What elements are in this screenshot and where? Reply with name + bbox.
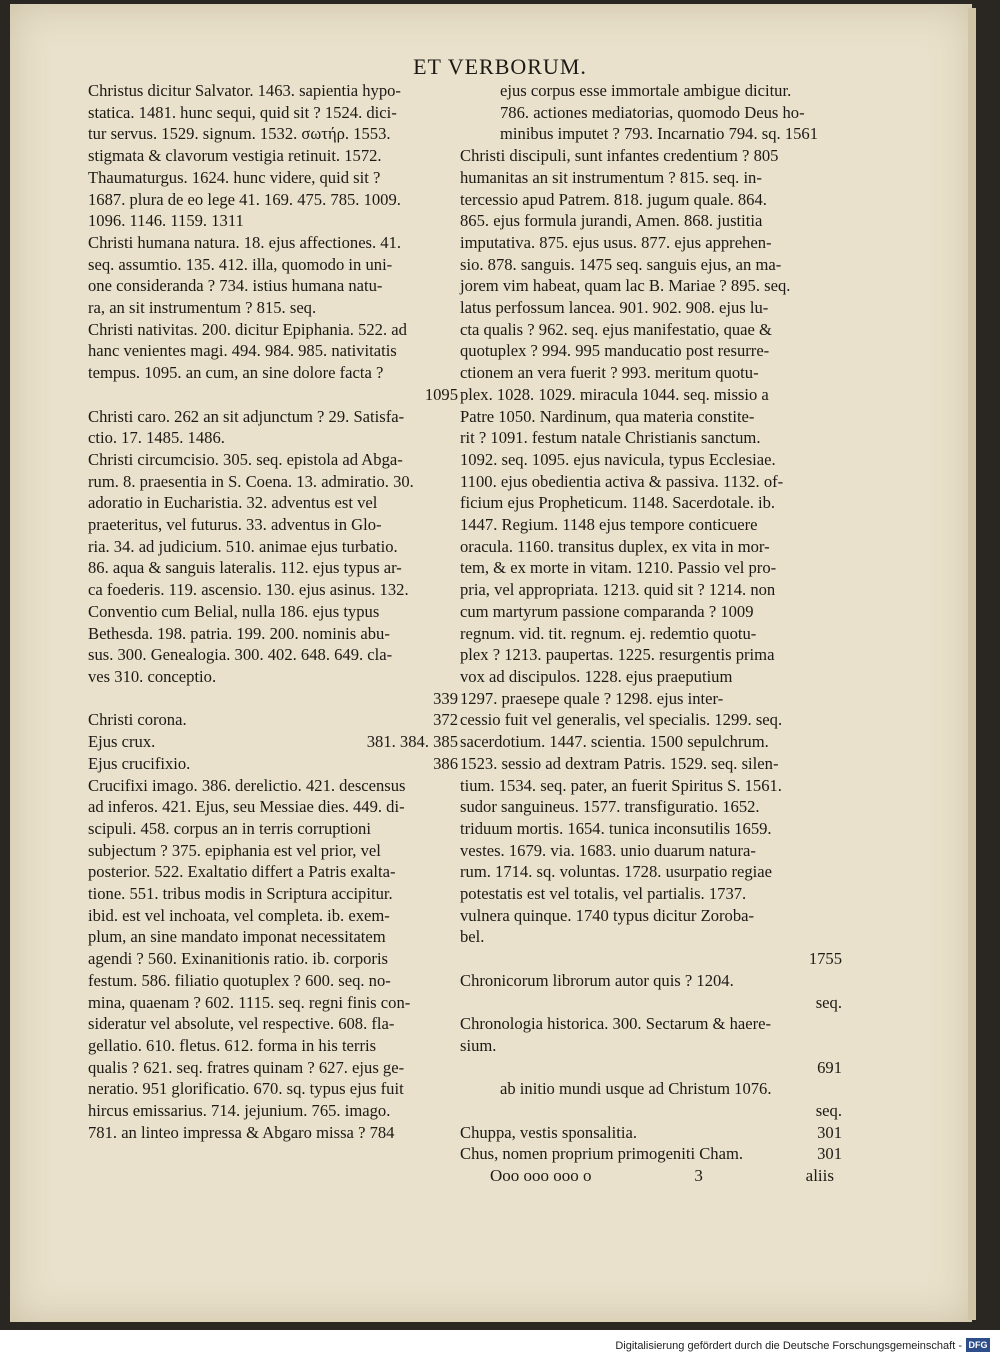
- entry-line: agendi ? 560. Exinanitionis ratio. ib. corporis: [88, 949, 389, 969]
- entry-page-ref: 1095: [424, 384, 458, 404]
- entry-line: sudor sanguineus. 1577. transfiguratio. 1652.: [460, 797, 760, 817]
- index-entry: [460, 1143, 842, 1165]
- entry-line: Conventio cum Belial, nulla 186. ejus typus: [88, 601, 380, 621]
- entry-line: ves 310. conceptio.: [88, 666, 217, 686]
- entry-line: sideratur vel absolute, vel respective. 608. fla-: [88, 1014, 395, 1034]
- entry-page-ref: seq.: [815, 992, 842, 1012]
- entry-page-ref: 381. 384. 385: [366, 732, 458, 752]
- entry-line: 1447. Regium. 1148 ejus tempore conticuere: [460, 515, 758, 535]
- entry-line: cessio fuit vel generalis, vel specialis. 1299. seq.: [460, 710, 783, 730]
- entry-page-ref: 339: [433, 688, 458, 708]
- signature-number: 3: [694, 1166, 703, 1185]
- index-entry-row: [88, 731, 458, 753]
- entry-line: hircus emissarius. 714. jejunium. 765. imago.: [88, 1101, 391, 1121]
- entry-line: triduum mortis. 1654. tunica inconsutilis 1659.: [460, 818, 772, 838]
- entry-line: praeteritus, vel futurus. 33. adventus in Glo-: [88, 515, 382, 535]
- entry-line: ctio. 17. 1485. 1486.: [88, 428, 225, 448]
- entry-line: Christus dicitur Salvator. 1463. sapientia hypo-: [88, 81, 401, 100]
- entry-line: tur servus. 1529. signum. 1532. σωτήρ. 1553.: [88, 124, 391, 144]
- footer-credit: Digitalisierung gefördert durch die Deutsche Forschungsgemeinschaft -: [615, 1340, 962, 1352]
- index-entry-row: [460, 1143, 842, 1165]
- entry-line: 1687. plura de eo lege 41. 169. 475. 785. 1009.: [88, 189, 401, 209]
- entry-line: rum. 8. praesentia in S. Coena. 13. admiratio. 30.: [88, 471, 414, 491]
- entry-line: mina, quaenam ? 602. 1115. seq. regni finis con-: [88, 992, 411, 1012]
- entry-line: Christi humana natura. 18. ejus affectiones. 41.: [88, 232, 402, 252]
- index-entry-row: [88, 709, 458, 731]
- index-entry: [88, 232, 458, 319]
- entry-line: regnum. vid. tit. regnum. ej. redemtio quotu-: [460, 623, 757, 643]
- entry-line: 1100. ejus obedientia activa & passiva. 1132. of-: [460, 471, 784, 491]
- entry-line: cum martyrum passione comparanda ? 1009: [460, 601, 754, 621]
- entry-line: Christi circumcisio. 305. seq. epistola ad Abga-: [88, 449, 403, 469]
- entry-line: sium.: [460, 1035, 497, 1055]
- page-edge: [968, 8, 976, 1320]
- entry-line: Patre 1050. Nardinum, qua materia constite-: [460, 406, 755, 426]
- entry-line: 865. ejus formula jurandi, Amen. 868. justitia: [460, 211, 763, 231]
- signature-mark: Ooo ooo ooo o: [490, 1166, 592, 1185]
- entry-line: pria, vel appropriata. 1213. quid sit ? 1214. non: [460, 580, 776, 600]
- index-entry: [460, 80, 842, 145]
- index-entry: [460, 1013, 842, 1078]
- entry-line: 86. aqua & sanguis lateralis. 112. ejus typus ar-: [88, 558, 402, 578]
- entry-line: cta qualis ? 962. seq. ejus manifestatio, quae &: [460, 319, 772, 339]
- entry-line: jorem vim habeat, quam lac B. Mariae ? 895. seq.: [460, 276, 791, 296]
- entry-line: gellatio. 610. fletus. 612. forma in his terris: [88, 1035, 377, 1055]
- entry-line: rit ? 1091. festum natale Christianis sanctum.: [460, 428, 761, 448]
- index-entry: [88, 753, 458, 775]
- index-entry: [88, 709, 458, 731]
- index-entry: [88, 80, 458, 232]
- entry-line: ejus corpus esse immortale ambigue dicitur.: [500, 81, 792, 100]
- entry-page-ref: 1755: [808, 949, 842, 969]
- index-entry: [460, 1078, 842, 1121]
- entry-line: vestes. 1679. via. 1683. unio duarum natura-: [460, 840, 756, 860]
- entry-line: vulnera quinque. 1740 typus dicitur Zoroba-: [460, 905, 755, 925]
- entry-line: sus. 300. Genealogia. 300. 402. 648. 649. cla-: [88, 645, 393, 665]
- entry-line: plex. 1028. 1029. miracula 1044. seq. missio a: [460, 384, 769, 404]
- entry-page-ref: 301: [817, 1144, 842, 1164]
- entry-line: 1297. praesepe quale ? 1298. ejus inter-: [460, 688, 724, 708]
- index-entry: [88, 449, 458, 709]
- entry-line: bel.: [460, 927, 485, 947]
- entry-line: sio. 878. sanguis. 1475 seq. sanguis ejus, an ma-: [460, 254, 782, 274]
- entry-line: Chronicorum librorum autor quis ? 1204.: [460, 970, 734, 990]
- entry-line: Thaumaturgus. 1624. hunc videre, quid sit ?: [88, 167, 381, 187]
- index-entry-row: [88, 753, 458, 775]
- entry-line: Christi nativitas. 200. dicitur Epiphania. 522. ad: [88, 319, 407, 339]
- entry-line: adoratio in Eucharistia. 32. adventus est vel: [88, 493, 378, 513]
- index-entry: [88, 406, 458, 449]
- entry-line: Crucifixi imago. 386. derelictio. 421. descensus: [88, 775, 406, 795]
- entry-line: posterior. 522. Exaltatio differt a Patris exalta-: [88, 862, 396, 882]
- entry-term: Ejus crux.: [88, 732, 156, 752]
- index-entry: [88, 731, 458, 753]
- entry-line: tem, & ex morte in vitam. 1210. Passio vel pro-: [460, 558, 777, 578]
- entry-line: tercessio apud Patrem. 818. jugum quale. 864.: [460, 189, 767, 209]
- index-entry: [460, 145, 842, 970]
- entry-page-ref: 386: [433, 753, 458, 773]
- entry-line: Bethesda. 198. patria. 199. 200. nominis abu-: [88, 623, 390, 643]
- entry-line: ficium ejus Propheticum. 1148. Sacerdotale. ib.: [460, 493, 776, 513]
- entry-line: 781. an linteo impressa & Abgaro missa ? 784: [88, 1122, 395, 1142]
- running-header: ET VERBORUM.: [413, 54, 587, 79]
- dfg-logo-icon: DFG: [966, 1338, 990, 1352]
- entry-line: Chronologia historica. 300. Sectarum & haere-: [460, 1014, 772, 1034]
- entry-term: Ejus crucifixio.: [88, 753, 191, 773]
- entry-line: ad inferos. 421. Ejus, seu Messiae dies. 449. di-: [88, 797, 405, 817]
- entry-line: festum. 586. filiatio quotuplex ? 600. seq. no-: [88, 970, 391, 990]
- entry-line: latus perfossum lancea. 901. 902. 908. ejus lu-: [460, 298, 769, 318]
- entry-term: Chus, nomen proprium primogeniti Cham.: [460, 1144, 743, 1164]
- entry-line: 786. actiones mediatorias, quomodo Deus ho-: [500, 102, 805, 122]
- entry-line: quotuplex ? 994. 995 manducatio post resurre-: [460, 341, 770, 361]
- right-column: [460, 80, 842, 1165]
- entry-line: tione. 551. tribus modis in Scriptura accipitur.: [88, 884, 393, 904]
- entry-line: potestatis est vel totalis, vel partialis. 1737.: [460, 884, 747, 904]
- entry-page-ref: 301: [817, 1122, 842, 1142]
- entry-line: 1092. seq. 1095. ejus navicula, typus Ecclesiae.: [460, 449, 776, 469]
- index-entry: [88, 775, 458, 1144]
- entry-line: Christi discipuli, sunt infantes credentium ? 805: [460, 146, 779, 166]
- entry-line: Christi caro. 262 an sit adjunctum ? 29. Satisfa-: [88, 406, 405, 426]
- entry-line: ca foederis. 119. ascensio. 130. ejus asinus. 132.: [88, 580, 409, 600]
- index-entry: [460, 1122, 842, 1144]
- entry-line: hanc venientes magi. 494. 984. 985. nativitatis: [88, 341, 397, 361]
- catchword: aliis: [805, 1166, 834, 1185]
- left-column: [88, 80, 458, 1143]
- index-entry: [88, 319, 458, 406]
- entry-line: rum. 1714. sq. voluntas. 1728. usurpatio regiae: [460, 862, 773, 882]
- entry-line: qualis ? 621. seq. fratres quinam ? 627. ejus ge-: [88, 1057, 405, 1077]
- entry-line: subjectum ? 375. epiphania est vel prior, vel: [88, 840, 381, 860]
- entry-line: vox ad discipulos. 1228. ejus praeputium: [460, 666, 733, 686]
- entry-line: oracula. 1160. transitus duplex, ex vita in mor-: [460, 536, 770, 556]
- entry-line: one consideranda ? 734. istius humana natu-: [88, 276, 383, 296]
- entry-line: tium. 1534. seq. pater, an fuerit Spiritus S. 1561.: [460, 775, 782, 795]
- entry-line: seq. assumtio. 135. 412. illa, quomodo in uni-: [88, 254, 393, 274]
- entry-line: stigmata & clavorum vestigia retinuit. 1572.: [88, 146, 382, 166]
- entry-line: statica. 1481. hunc sequi, quid sit ? 1524. dici-: [88, 102, 397, 122]
- entry-line: 1096. 1146. 1159. 1311: [88, 211, 244, 231]
- entry-line: ctionem an vera fuerit ? 993. meritum quotu-: [460, 363, 759, 383]
- entry-page-ref: seq.: [815, 1101, 842, 1121]
- entry-line: humanitas an sit instrumentum ? 815. seq. in-: [460, 167, 762, 187]
- entry-line: 1523. sessio ad dextram Patris. 1529. seq. silen-: [460, 753, 779, 773]
- entry-line: ab initio mundi usque ad Christum 1076.: [500, 1079, 772, 1099]
- entry-term: Christi corona.: [88, 710, 187, 730]
- entry-line: ra, an sit instrumentum ? 815. seq.: [88, 298, 317, 318]
- entry-page-ref: 372: [433, 710, 458, 730]
- entry-line: imputativa. 875. ejus usus. 877. ejus apprehen-: [460, 232, 772, 252]
- index-entry-row: [460, 1122, 842, 1144]
- entry-line: minibus imputet ? 793. Incarnatio 794. sq. 1561: [500, 124, 819, 144]
- index-entry: [460, 970, 842, 1013]
- entry-line: scipuli. 458. corpus an in terris corruptioni: [88, 818, 371, 838]
- entry-page-ref: 691: [817, 1057, 842, 1077]
- entry-line: neratio. 951 glorificatio. 670. sq. typus ejus fuit: [88, 1079, 404, 1099]
- entry-line: plum, an sine mandato imponat necessitatem: [88, 927, 386, 947]
- entry-line: tempus. 1095. an cum, an sine dolore facta ?: [88, 363, 384, 383]
- entry-line: sacerdotium. 1447. scientia. 1500 sepulchrum.: [460, 732, 769, 752]
- entry-line: plex ? 1213. paupertas. 1225. resurgentis prima: [460, 645, 775, 665]
- entry-line: ibid. est vel inchoata, vel completa. ib. exem-: [88, 905, 390, 925]
- entry-line: ria. 34. ad judicium. 510. animae ejus turbatio.: [88, 536, 398, 556]
- entry-term: Chuppa, vestis sponsalitia.: [460, 1122, 637, 1142]
- signature-line: [490, 1166, 834, 1186]
